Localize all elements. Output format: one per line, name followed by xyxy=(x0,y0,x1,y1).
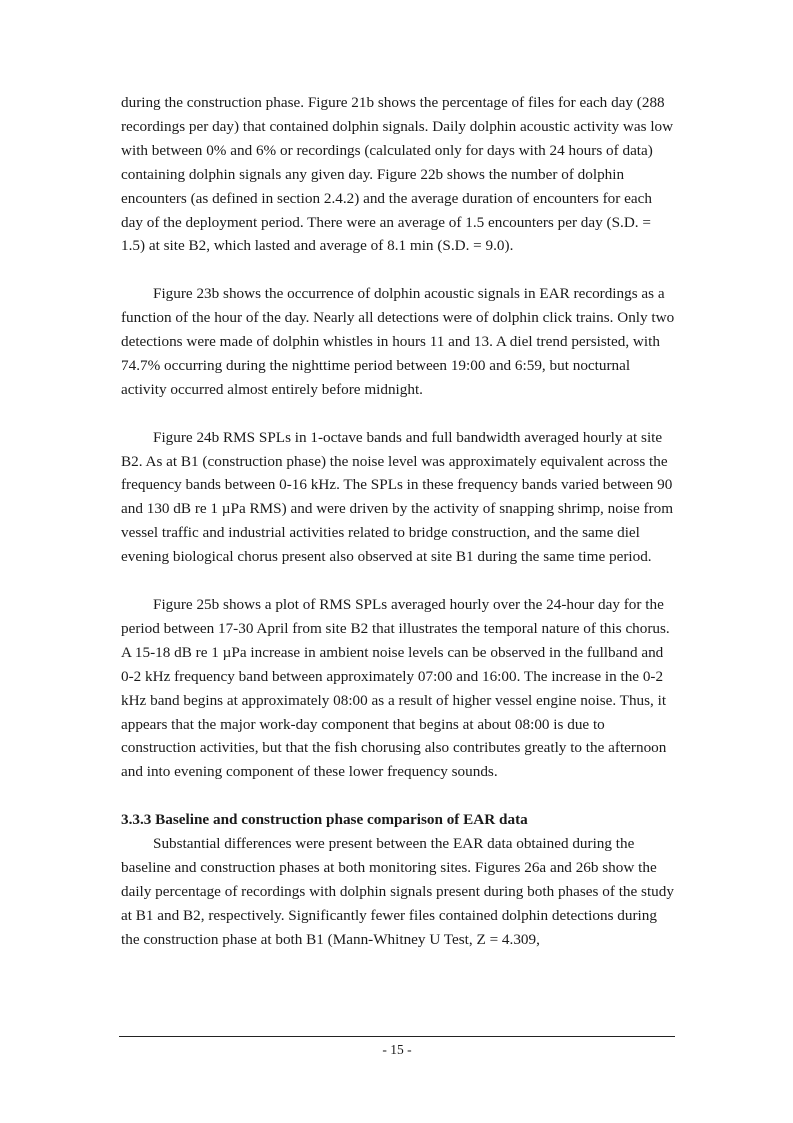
paragraph-figure-21b-22b: during the construction phase. Figure 21b shows the percentage of files for each day (288 recordings per day) that contained dolphin signals. Daily dolphin acoustic activity was low with between 0% and 6% or recordings (calculated only for days with 24 hours of data) containing dolphin signals any given day. Figure 22b shows the number of dolphin encounters (as defined in section 2.4.2) and the average duration of encounters for each day of the deployment period. There were an average of 1.5 encounters per day (S.D. = 1.5) at site B2, which lasted and average of 8.1 min (S.D. = 9.0). xyxy=(121,94,674,255)
paragraph-comparison: Substantial differences were present between the EAR data obtained during the baseline and construction phases at both monitoring sites. Figures 26a and 26b show the daily percentage of recordings with dolphin signals present during both phases of the study at B1 and B2, respectively. Significantly fewer files contained dolphin detections during the construction phase at both B1 (Mann-Whitney U Test, Z = 4.309, xyxy=(121,835,674,948)
section-heading: 3.3.3 Baseline and construction phase comparison of EAR data xyxy=(121,811,528,829)
paragraph-figure-25b: Figure 25b shows a plot of RMS SPLs averaged hourly over the 24-hour day for the period between 17-30 April from site B2 that illustrates the temporal nature of this chorus. A 15-18 dB re 1 µPa increase in ambient noise levels can be observed in the fullband and 0-2 kHz frequency band between approximately 07:00 and 16:00. The increase in the 0-2 kHz band begins at approximately 08:00 as a result of higher vessel engine noise. Thus, it appears that the major work-day component that begins at about 08:00 is due to construction activities, but that the fish chorusing also contributes greatly to the afternoon and into evening component of these lower frequency sounds. xyxy=(121,595,670,781)
page-body xyxy=(121,91,677,952)
paragraph-spacer xyxy=(121,569,677,593)
paragraph-spacer xyxy=(121,784,677,808)
footer-divider xyxy=(119,1036,675,1037)
paragraph-spacer xyxy=(121,258,677,282)
paragraph-figure-23b: Figure 23b shows the occurrence of dolphin acoustic signals in EAR recordings as a function of the hour of the day. Nearly all detections were of dolphin click trains. Only two detections were made of dolphin whistles in hours 11 and 13. A diel trend persisted, with 74.7% occurring during the nighttime period between 19:00 and 6:59, but nocturnal activity occurred almost entirely before midnight. xyxy=(121,285,675,398)
page-number: - 15 - xyxy=(382,1042,412,1057)
paragraph-figure-24b: Figure 24b RMS SPLs in 1-octave bands and full bandwidth averaged hourly at site B2. As at B1 (construction phase) the noise level was approximately equivalent across the frequency bands between 0-16 kHz. The SPLs in these frequency bands varied between 90 and 130 dB re 1 µPa RMS) and were driven by the activity of snapping shrimp, noise from vessel traffic and industrial activities related to bridge construction, and the same diel evening biological chorus present also observed at site B1 during the same time period. xyxy=(121,428,674,566)
paragraph-spacer xyxy=(121,402,677,426)
